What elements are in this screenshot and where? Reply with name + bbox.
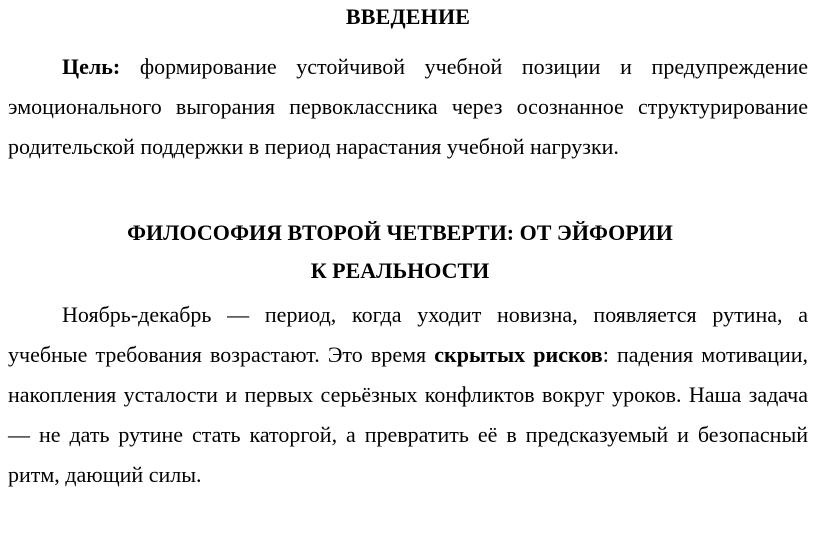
body-emphasis: скрытых рисков [434,342,603,367]
goal-label: Цель: [62,54,121,79]
body-text-after: : падения мотивации, накопления усталости и первых серьёзных конфликтов вокруг уроков. Наша задача — не дать рутине стать каторгой, а превратить её в предсказуемый и безопасный ритм, дающий силы. [8,342,809,487]
goal-text: формирование устойчивой учебной позиции и предупреждение эмоционального выгорания первоклассника через осознанное структурирование родительской поддержки в период нарастания учебной нагрузки. [8,54,808,159]
goal-paragraph [8,47,808,167]
page-title: ВВЕДЕНИЕ [345,4,471,29]
section-heading: ФИЛОСОФИЯ ВТОРОЙ ЧЕТВЕРТИ: ОТ ЭЙФОРИИ К РЕАЛЬНОСТИ [127,220,673,283]
body-paragraph [8,295,808,495]
body-text-before: Ноябрь-декабрь — период, когда уходит новизна, появляется рутина, а учебные требования возрастают. Это время [8,302,808,367]
